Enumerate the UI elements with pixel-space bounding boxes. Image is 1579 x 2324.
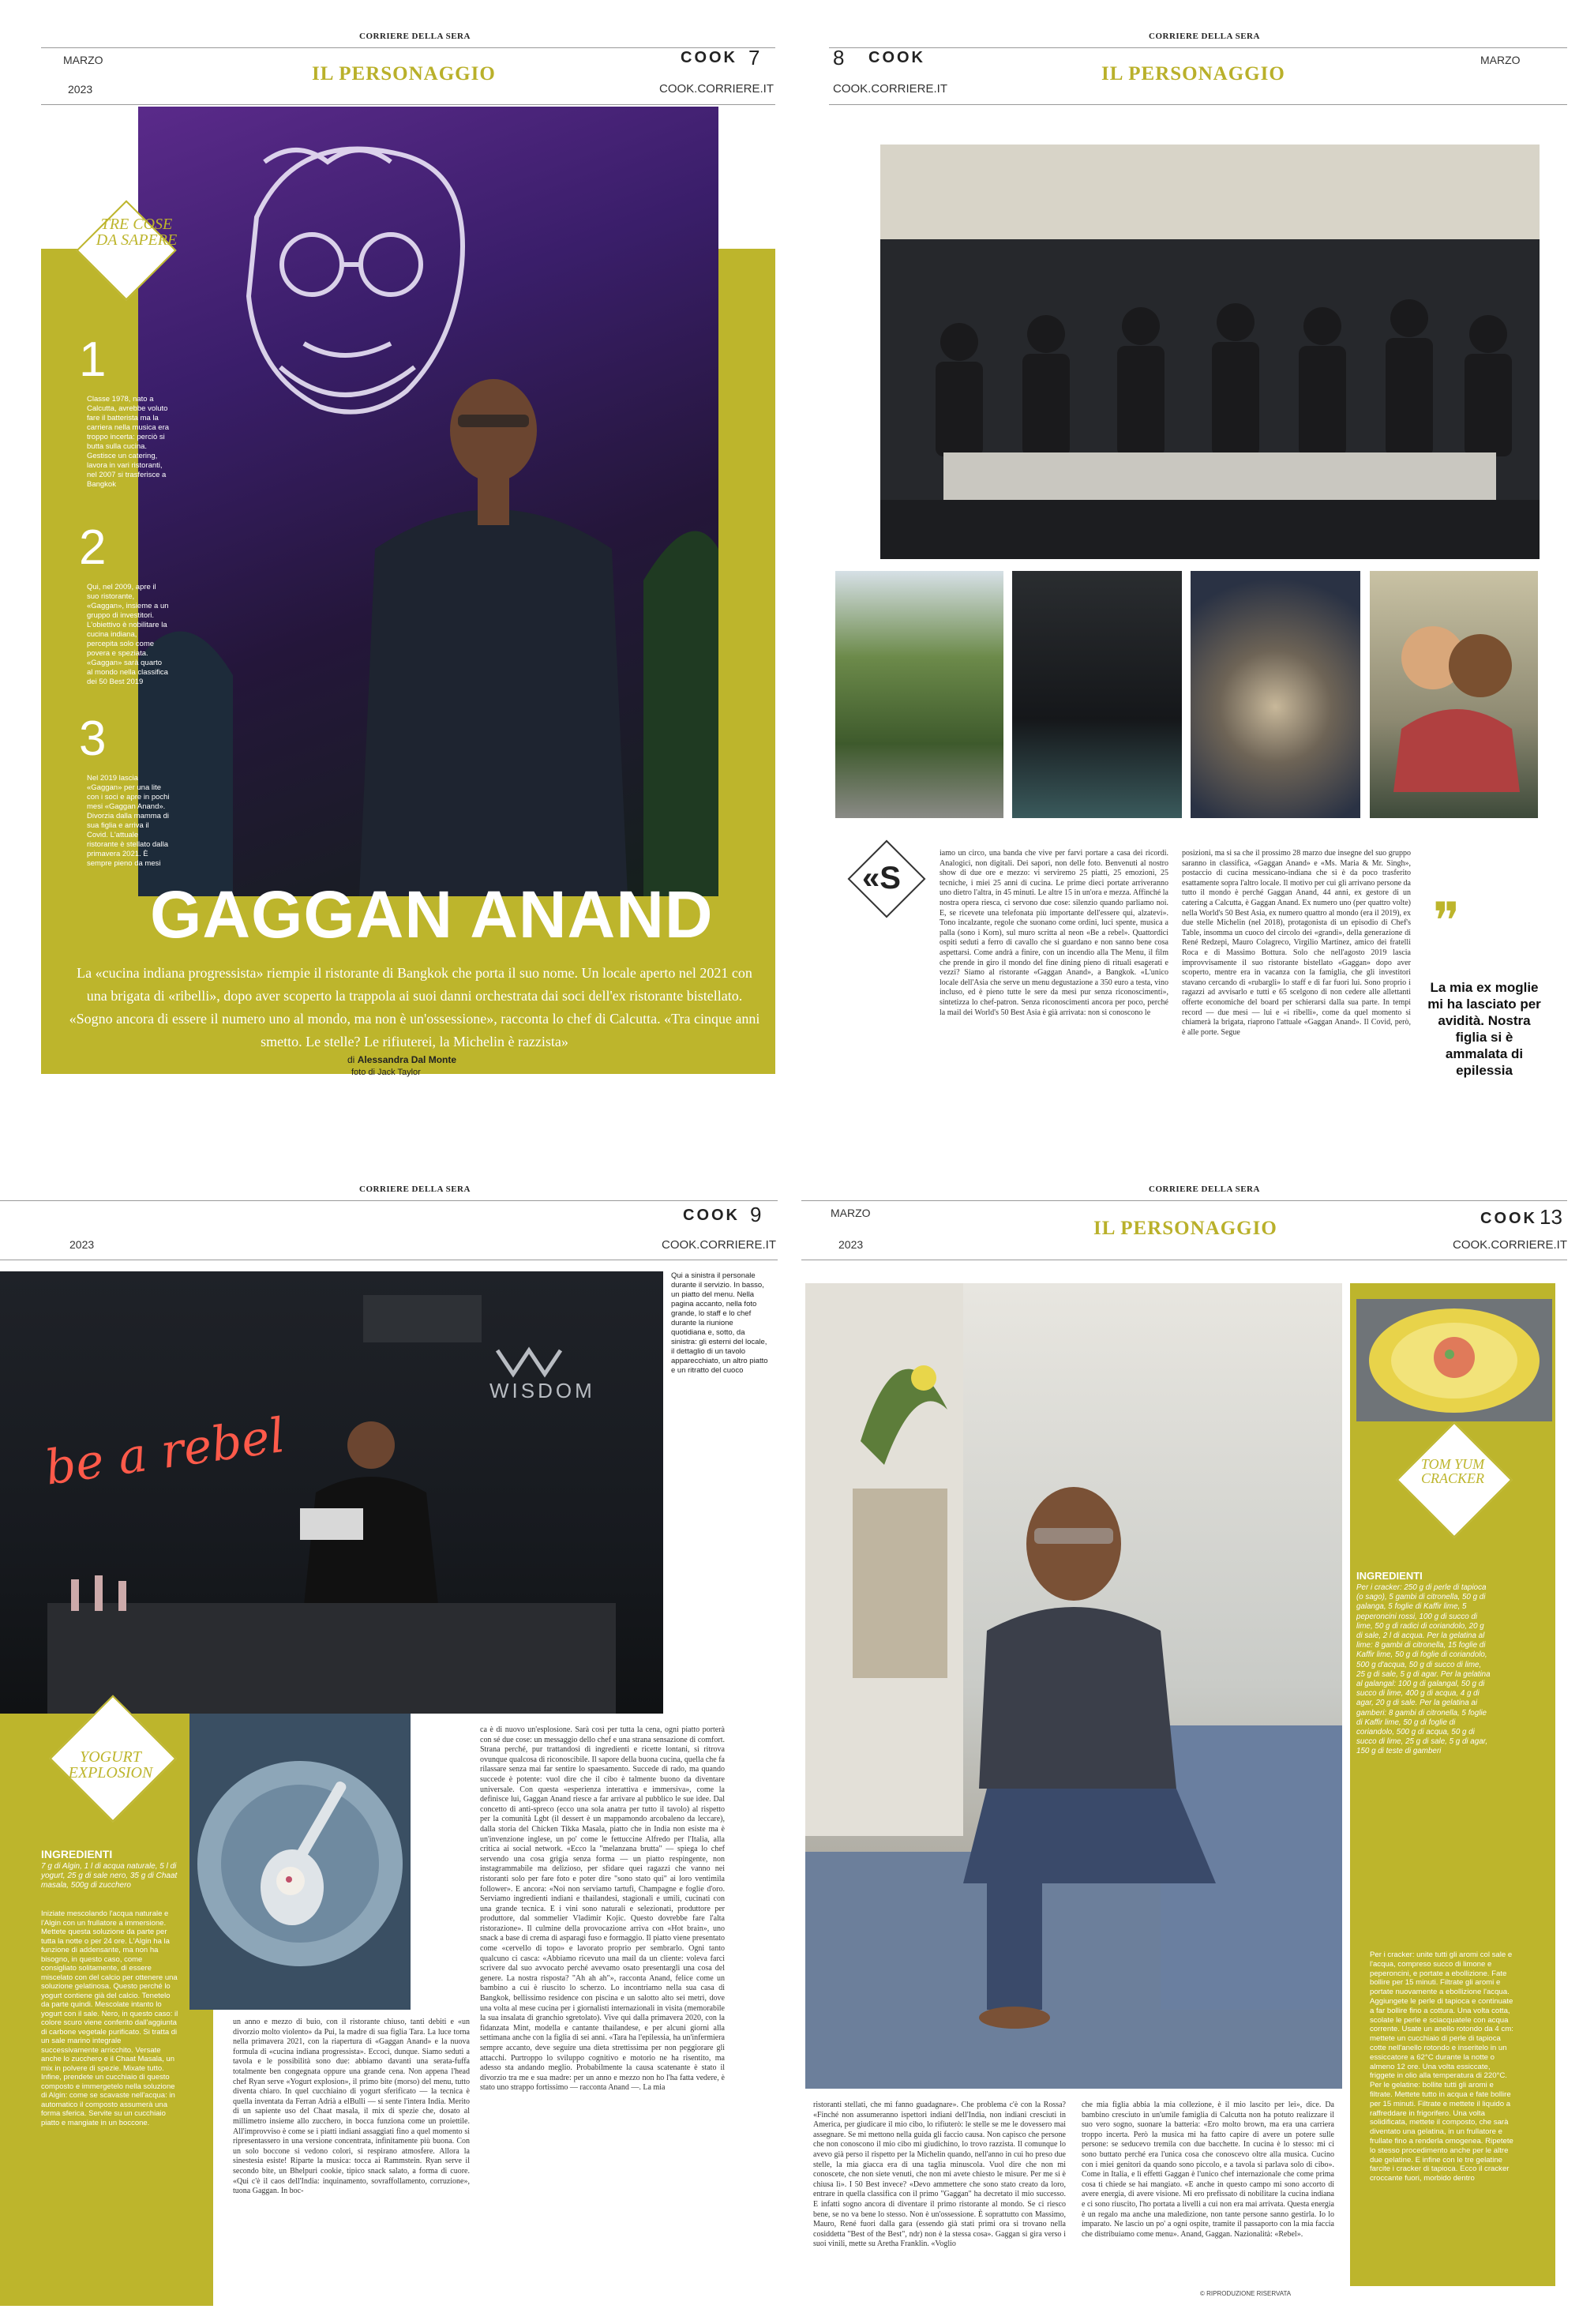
year-label: 2023 [68, 83, 93, 96]
article-column-1: iamo un circo, una banda che vive per farvi portare a casa dei ricordi. Analogici, non digitali. Dei sapori, non delle foto. Benvenuti al nostro show di due ore e mezzo: vi serviremo 25 piatti, 25 emozioni, 25 tecniche, i miei 25 anni di cucina. Le prime dieci portate arriveranno uno dietro l'altra, in 45 minuti. Le altre 15 in un'ora e mezza. Affinché la nostra opera riesca, ci servono due cose: silenzio quando parliamo noi. E, se ricevete una telefonata più importante dell'essere qui, alzatevi». Tono incalzante, regole che suonano come ordini, luci spente, musica a palla (sono i Korn), sul muro scritta al neon «Be a rebel». Quattordici ospiti seduti a ferro di cavallo che si guardano e non sanno bene cosa aspettarsi. Come andrà a finire, con un incendio alla The Menu, il film che prende in giro il mondo del fine dining pieno di rituali esagerati e vezzi? Siamo al ristorante «Gaggan Anand», a Bangkok. «L'unico locale dell'Asia che serve un menu degustazione a 350 euro a testa, vino incluso, ed è pieno tutte le sere da mesi pur senza riconoscimenti», sintetizza lo chef-patron. Senza riconoscimenti ancora per poco, perché la mail dei World's 50 Best Asia è già arrivata: non si conoscono le [940, 849, 1168, 1017]
year-label: 2023 [838, 1238, 864, 1251]
site-url: COOK.CORRIERE.IT [1453, 1238, 1568, 1252]
year-label: 2023 [69, 1238, 95, 1251]
dropcap: «S [862, 861, 901, 895]
site-url: COOK.CORRIERE.IT [662, 1238, 777, 1252]
site-url: COOK.CORRIERE.IT [659, 82, 774, 96]
dish-photo [1191, 571, 1360, 818]
pullquote: La mia ex moglie mi ha lasciato per avidità. Nostra figlia si è ammalata di epilessia [1427, 980, 1541, 1078]
page-number: 7 [748, 46, 760, 69]
byline-prefix: di [347, 1054, 355, 1065]
newspaper-name: CORRIERE DELLA SERA [359, 1185, 471, 1194]
chef-portrait-illustration [138, 107, 718, 896]
cook-logo: COOK [1480, 1210, 1537, 1227]
wisdom-sign: WISDOM [489, 1379, 595, 1402]
ingredients-title: INGREDIENTI [1356, 1570, 1423, 1582]
newspaper-name: CORRIERE DELLA SERA [1149, 32, 1260, 41]
badge-label: TRE COSE DA SAPERE [96, 216, 178, 249]
copyright: © RIPRODUZIONE RISERVATA [1200, 2290, 1292, 2297]
page-9 [0, 1153, 790, 2324]
month-label: MARZO [1480, 54, 1521, 66]
table-photo [1012, 571, 1182, 818]
cook-logo: COOK [868, 49, 925, 66]
ingredients-text: Per i cracker: 250 g di perle di tapioca (o sago), 5 gambi di citronella, 50 g di galanga, 5 foglie di Kaffir lime, 5 peperoncini rossi, 100 g di succo di lime, 50 g di radici di coriandolo, 20 g di sale, 2 l di acqua. Per la gelatina al lime: 8 gambi di citronella, 15 foglie di Kaffir lime, 50 g di foglie di coriandolo, 500 g d'acqua, 50 g di succo di lime, 25 g di sale, 5 g di agar. Per la gelatina al galangal: 100 g di galangal, 50 g di succo di lime, 400 g di acqua, 4 g di agar, 20 g di sale. Per la gelatina ai gamberi: 8 gambi di citronella, 5 foglie di Kaffir lime, 50 g di foglie di coriandolo, 500 g di acqua, 50 g di succo di lime, 25 g di sale, 5 g di agar, 150 g di teste di gamberi [1356, 1583, 1491, 1756]
seated-chef-illustration [805, 1283, 1342, 2089]
newspaper-name: CORRIERE DELLA SERA [359, 32, 471, 41]
kitchen-photo [0, 1271, 663, 1714]
byline [347, 1054, 456, 1065]
kitchen-illustration [0, 1271, 663, 1714]
cracker-plate-illustration [1356, 1299, 1552, 1421]
article-column-2: che mia figlia abbia la mia collezione, è il mio lascito per lei», dice. Da bambino cresciuto in un'umile famiglia di Calcutta non ha potuto realizzare il suo vero sogno, suonare la batteria: «Ero molto brown, ma era una carriera troppo incerta. Però la musica mi ha fatto capire di avere un potere sulle persone: se seducevo tremila con due bacchette. In cucina è lo stesso: mi ci sono buttato perché era l'unica cosa che conoscevo oltre alla musica. Cucino con i miei genitori da quando sono piccolo, e a tavola si parlava solo di cibo». Come in Italia, e lì effetti Gaggan è l'unico chef internazionale che come prima cosa ti chiede se hai mangiato. «E anche in questo campo mi sono accorto di avere energia, di avere visione. Mi ero prefissato di nobilitare la cucina indiana e ci sono riuscito, l'ho portata a livelli a cui non era mai arrivata. Questa energia è un regalo ma anche una maledizione, non tante persone sanno gestirla. Io lo imparato. Ne lascio un po' a ogni ospite, tramite il passaporto con la mia faccia che distribuiamo come menu». Anand, Gaggan. Nazionalità: «Rebel». [1082, 2101, 1334, 2239]
fact-number-2: 2 [79, 520, 107, 575]
standfirst: La «cucina indiana progressista» riempie il ristorante di Bangkok che porta il suo nome. Un locale aperto nel 2021 con una brigata di «ribelli», dopo aver scoperto la trappola ai suoi danni orchestrata dai soci dell'ex ristorante bistellato. «Sogno ancora di essere il numero uno al mondo, ma non è un'ossessione», racconta lo chef di Calcutta. «Tra cinque anni smetto. Le stelle? Le rifiuterei, la Michelin è razzista» [69, 965, 760, 1049]
quote-mark-icon: ❞ [1433, 892, 1461, 951]
neon-sign: be a rebel [42, 1407, 288, 1496]
article-column-2: posizioni, ma si sa che il prossimo 28 marzo due insegne del suo gruppo saranno in classifica, «Gaggan Anand» e «Ms. Maria & Mr. Singh», postaccio di cucina messicano-indiana che si è da poco trasferito esattamente sopra l'altro locale. Il motivo per cui gli arrivano persone da tutto il mondo è perché Gaggan Anand, 44 anni, ex gestore di un catering a Calcutta, è Gaggan Anand. Ex numero uno (per quattro volte) nella World's 50 Best Asia, ex numero quattro al mondo (era il 2019), ex due stelle Michelin (nel 2018), protagonista di un episodio di Chef's Table, insomma un cuoco del circolo dei «grandi», della generazione di René Redzepi, Mauro Colagreco, Virgilio Martinez, amico dei fratelli Roca e di Massimo Bottura. Solo che nell'agosto 2019 lascia improvvisamente il suo ristorante bistellato «Gaggan» dopo aver scoperto, mentre era in vacanza con la famiglia, che gli investitori stavano cercando di «rubargli» lo staff e di far fuori lui. Sono proprio i ragazzi ad avvisarlo e tutti e 65 scelgono di non cedere alle allettanti offerte economiche del board per schierarsi dalla sua parte. In tempi record — due mesi — lui e «i ribelli», come da quel momento si chiamerà la brigata, riaprono l'attuale «Gaggan Anand». Il Covid, però, è alle porte. Segue [1182, 849, 1411, 1037]
badge-label: TOM YUM CRACKER [1420, 1456, 1485, 1486]
month-label: MARZO [63, 54, 103, 66]
team-photo [880, 145, 1540, 559]
fact-text-2: Qui, nel 2009, apre il suo ristorante, «Gaggan», insieme a un gruppo di investitori. L'obiettivo è nobilitare la cucina indiana, percepita solo come povera e speziata. «Gaggan» sarà quarto al mondo nella classifica dei 50 Best 2019 [87, 583, 169, 686]
page-number: 8 [833, 46, 845, 69]
plate-illustration [189, 1714, 411, 2010]
photo-credit: foto di Jack Taylor [351, 1068, 421, 1077]
fact-number-1: 1 [79, 332, 107, 387]
team-photo-illustration [880, 145, 1540, 559]
page-13 [790, 1153, 1579, 2324]
cook-logo: COOK [681, 49, 737, 66]
photo-caption: Qui a sinistra il personale durante il servizio. In basso, un piatto del menu. Nella pagina accanto, nella foto grande, lo staff e lo chef durante la riunione quotidiana e, sotto, da sinistra: gli esterni del locale, il dettaglio di un tavolo apparecchiato, un altro piatto e un ritratto del cuoco [671, 1271, 768, 1375]
site-url: COOK.CORRIERE.IT [833, 82, 948, 96]
article-column-2: ca è di nuovo un'esplosione. Sarà così per tutta la cena, ogni piatto porterà con sé due cose: un messaggio dello chef e una strana sensazione di comfort. Strana perché, pur trattandosi di ingredienti e ricette lontani, si ritrova ovunque qualcosa di riconoscibile. Il sapore della buona cucina, quella che fa rilassare senza mai far sentire lo spaesamento. Succede di rado, ma quando succede è potente: vuol dire che il cibo è talmente buono da diventare universale. Con questa «esperienza interattiva e immersiva», come la definisce lui, Gaggan Anand riesce a far arrivare al pubblico le sue idee. Dal concetto di anti-spreco (ecco una sola anatra per tutto il tavolo) al rispetto per la comunità Lgbt (il dessert è un mappamondo arcobaleno da leccare), dalla storia del Chicken Tikka Masala, piatto che in India non esiste ma è un'invenzione inglese, un po' come le fettuccine Alfredo per l'Italia, alla critica ai social network. «Ecco la "melanzana brutta" — spiega lo chef servendo una cosa grigia senza forma — un piatto respingente, non instagrammabile ma delizioso, per sfidare quei ragazzi che vanno nei ristoranti solo per fare foto e poter dire "sono stato qui" ai loro ventimila follower». E ancora: «Noi non serviamo tartufi, Champagne e foglie d'oro. Serviamo ingredienti indiani e thailandesi, stagionali e umili, cucinati con una grande tecnica. E i vini sono naturali e selezionati, produttore per produttore, dal sommelier Vladimir Kojic. Questo dovrebbe fare l'alta ristorazione». Il culmine della provocazione arriva con «Hot brain», uno snack a base di crema di asparagi fuso e formaggio. Il piatto viene presentato come «cervello di topo» e lavorato proprio per sembrarlo. Ogni tanto qualcuno ci casca: «Abbiamo ricevuto una mail da un cliente: voleva farci scrivere dal suo avvocato perché avevamo osato presentargli una cosa del genere. La nostra risposta? "Ah ah ah"», racconta Anand, felice come un bambino a cui è riuscito lo scherzo. Lo incontriamo nella sua casa di Bangkok, bellissimo residence con piscina e un salotto alto sei metri, dove una volta al mese cucina per i giornalisti internazionali in visita (memorabile la sua insalata di granchio sgretolato). Vive qui dalla primavera 2020, con la fidanzata Mint, modella e cantante thailandese, e per alcuni giorni alla settimana anche con la figlia di sei anni. «Tara ha l'epilessia, ha un'infermiera sempre accanto, deve seguire una dieta strettissima per non peggiorare gli attacchi. Purtroppo lo sviluppo cognitivo e motorio ne ha risentito, ma adesso sta andando meglio. Probabilmente la causa scatenante è stato il divorzio tra me e sua madre: per un anno e mezzo non ho l'ha fatta vedere, è stato uno strappo fortissimo — racconta Anand —. La mia [480, 1725, 725, 2093]
page-number: 13 [1540, 1205, 1562, 1229]
page-7 [0, 0, 790, 1153]
fact-text-3: Nel 2019 lascia «Gaggan» per una lite con i soci e apre in pochi mesi «Gaggan Anand». Divorzia dalla mamma di sua figlia e arriva il Covid. L'attuale ristorante è stellato dalla primavera 2021. È sempre pieno da mesi [87, 774, 170, 868]
newspaper-name: CORRIERE DELLA SERA [1149, 1185, 1260, 1194]
chef-home-portrait [805, 1283, 1342, 2089]
section-title: IL PERSONAGGIO [312, 63, 496, 84]
ingredients-title: INGREDIENTI [41, 1848, 113, 1860]
couple-illustration [1370, 571, 1538, 818]
cook-logo: COOK [683, 1207, 740, 1224]
portrait-illustration-photo [1370, 571, 1538, 818]
page-number: 9 [750, 1203, 762, 1226]
page-8 [790, 0, 1579, 1153]
section-title: IL PERSONAGGIO [1101, 63, 1285, 84]
section-title: IL PERSONAGGIO [1093, 1218, 1277, 1239]
exterior-photo [835, 571, 1003, 818]
recipe-text: Iniziate mescolando l'acqua naturale e l'Algin con un frullatore a immersione. Mettete questa soluzione da parte per tutta la notte o per 24 ore. L'Algin ha la funzione di addensante, ma non ha bisogno, in questo caso, come consigliato solitamente, di essere miscelato con del calcio per ottenere una soluzione gelatinosa. Questo perché lo yogurt contiene già del calcio. Tenetelo da parte quindi. Mescolate intanto lo yogurt con il sale. Nero, in questo caso: il colore scuro viene conferito dall'aggiunta di carbone vegetale purificato. Si tratta di un sale marino integrale successivamente arricchito. Versate anche lo zucchero e il Chaat Masala, un mix in polvere di spezie. Mixate tutto. Infine, prendete un cucchiaio di questo composto e immergetelo nella soluzione di Algin: come se scavaste nell'acqua: in automatico il composto assumerà una forma sferica. Servite su un cucchiaio piatto e mangiate in un boccone. [41, 1909, 178, 2127]
article-column-1: un anno e mezzo di buio, con il ristorante chiuso, tanti debiti e «un divorzio molto violento» da Pui, la madre di sua figlia Tara. La luce torna nella primavera 2021, con la riapertura di «Gaggan Anand» e la nuova formula di «cucina indiana progressista». Eccoci, dunque. Siamo seduti a tavola e le possibilità sono due: abbiamo davanti una serata-fuffa totalmente ben congegnata oppure una grande cena. Non appena l'head chef Ryan serve «Yogurt explosion», il primo bite (morso) del menu, tutto diventa chiaro. In quel cucchiaino di yogurt sferificato — la tecnica è quella inventata da Ferran Adrià a elBulli — si sente l'intera India. Merito di un sapiente uso del Chaat masala, il mix di spezie che, dosato al millimetro insieme allo zucchero, in bocca funziona come un proiettile. All'improvviso è come se i piatti indiani assaggiati fino a quel momento si ripresentassero in una versione concentrata, infinitamente più buona. Con un solo boccone si vedono colori, si respirano atmosfere. Allora la sinestesia esiste! Riparte la musica: tocca ai Rammstein. Ryan serve il secondo bite, un Bhelpuri cookie, tipico snack salato, a forma di cuore. «Qui c'è il caos dell'India: inquinamento, sovraffollamento, corruzione», tuona Gaggan. In boc- [233, 2018, 470, 2196]
fact-text-1: Classe 1978, nato a Calcutta, avrebbe voluto fare il batterista ma la carriera nella musica era troppo incerta: perciò si butta sulla cucina. Gestisce un catering, lavora in vari ristoranti, nel 2007 si trasferisce a Bangkok [87, 395, 170, 489]
hero-photo [138, 107, 718, 896]
recipe-text: Per i cracker: unite tutti gli aromi col sale e l'acqua, compreso succo di limone e peperoncini, e portate a ebollizione. Fate bollire per 15 minuti. Filtrate gli aromi e portate nuovamente a ebollizione l'acqua. Aggiungete le perle di tapioca e continuate a far bollire fino a cottura. Una volta cotta, scolate le perle e sciacquatele con acqua corrente. Usate un anello rotondo da 4 cm: mettete un cucchiaio di perle di tapioca cotte nell'anello rotondo e inseritelo in un essiccatore a 62°C durante la notte o almeno 12 ore. Una volta essiccate, friggete in olio alla temperatura di 220°C. Per le gelatine: bollite tutti gli aromi e filtrate. Mettete tutto in acqua e fate bollire per 15 minuti. Filtrate e mettete il liquido a raffreddare in frigorifero. Una volta solidificata, mettete il composto, che sarà diventato una gelatina, in un frullatore e frullate fino a renderla omogenea. Ripetete lo stesso procedimento anche per le altre due gelatine. E infine con le tre gelatine farcite i cracker di tapioca. Ecco il cracker croccante fuori, morbido dentro [1370, 1950, 1513, 2183]
next-page-arrow-icon: ➯ [375, 1086, 396, 1113]
month-label: MARZO [831, 1207, 871, 1219]
ingredients-text: 7 g di Algin, 1 l di acqua naturale, 5 l di yogurt, 25 g di sale nero, 35 g di Chaat masala, 500g di zucchero [41, 1862, 178, 1890]
article-column-1: ristoranti stellati, che mi fanno guadagnare». Che problema c'è con la Rossa? «Finché non assumeranno ispettori indiani dell'India, non indiani cresciuti in America, per giudicare il mio cibo, lo rifiuterò: le stelle se me le dovessero mai assegnare. Se mi mettono nella guida gli faccio causa. Non capisco che persone che non conoscono il mio cibo mi giudichino, lo trovo razzista. Il comunque lo avevo già perso il rispetto per la Michelin quando, nell'anno in cui ho preso due stelle, la mia giacca era di una taglia minuscola. Vuol dire che non mi conoscete, che non siete venuti, che non mi avete chiesto le misure. Per me si è chiusa lì». I 50 Best invece? «Devo ammettere che sono stato creato da loro, entrare in quella classifica con il primo "Gaggan" ha decretato il mio successo. E infatti sogno ancora di diventare il primo ristorante al mondo. Se ci riesco bene, se no va bene lo stesso. Non è un'ossessione. È soprattutto con Massimo, Mauro, René fuori dalla gara (essendo già stati primi ora si trovano nella cosiddetta "Best of the Best", ndr) non è la stessa cosa». Gaggan si gira verso i suoi vinili, mette su Aretha Franklin. «Voglio [813, 2101, 1066, 2249]
cracker-dish-photo [1356, 1299, 1552, 1421]
badge-label: YOGURT EXPLOSION [68, 1748, 153, 1781]
author-name: Alessandra Dal Monte [357, 1054, 457, 1065]
headline: GAGGAN ANAND [150, 877, 714, 952]
yogurt-dish-photo [189, 1714, 411, 2010]
fact-number-3: 3 [79, 711, 107, 766]
